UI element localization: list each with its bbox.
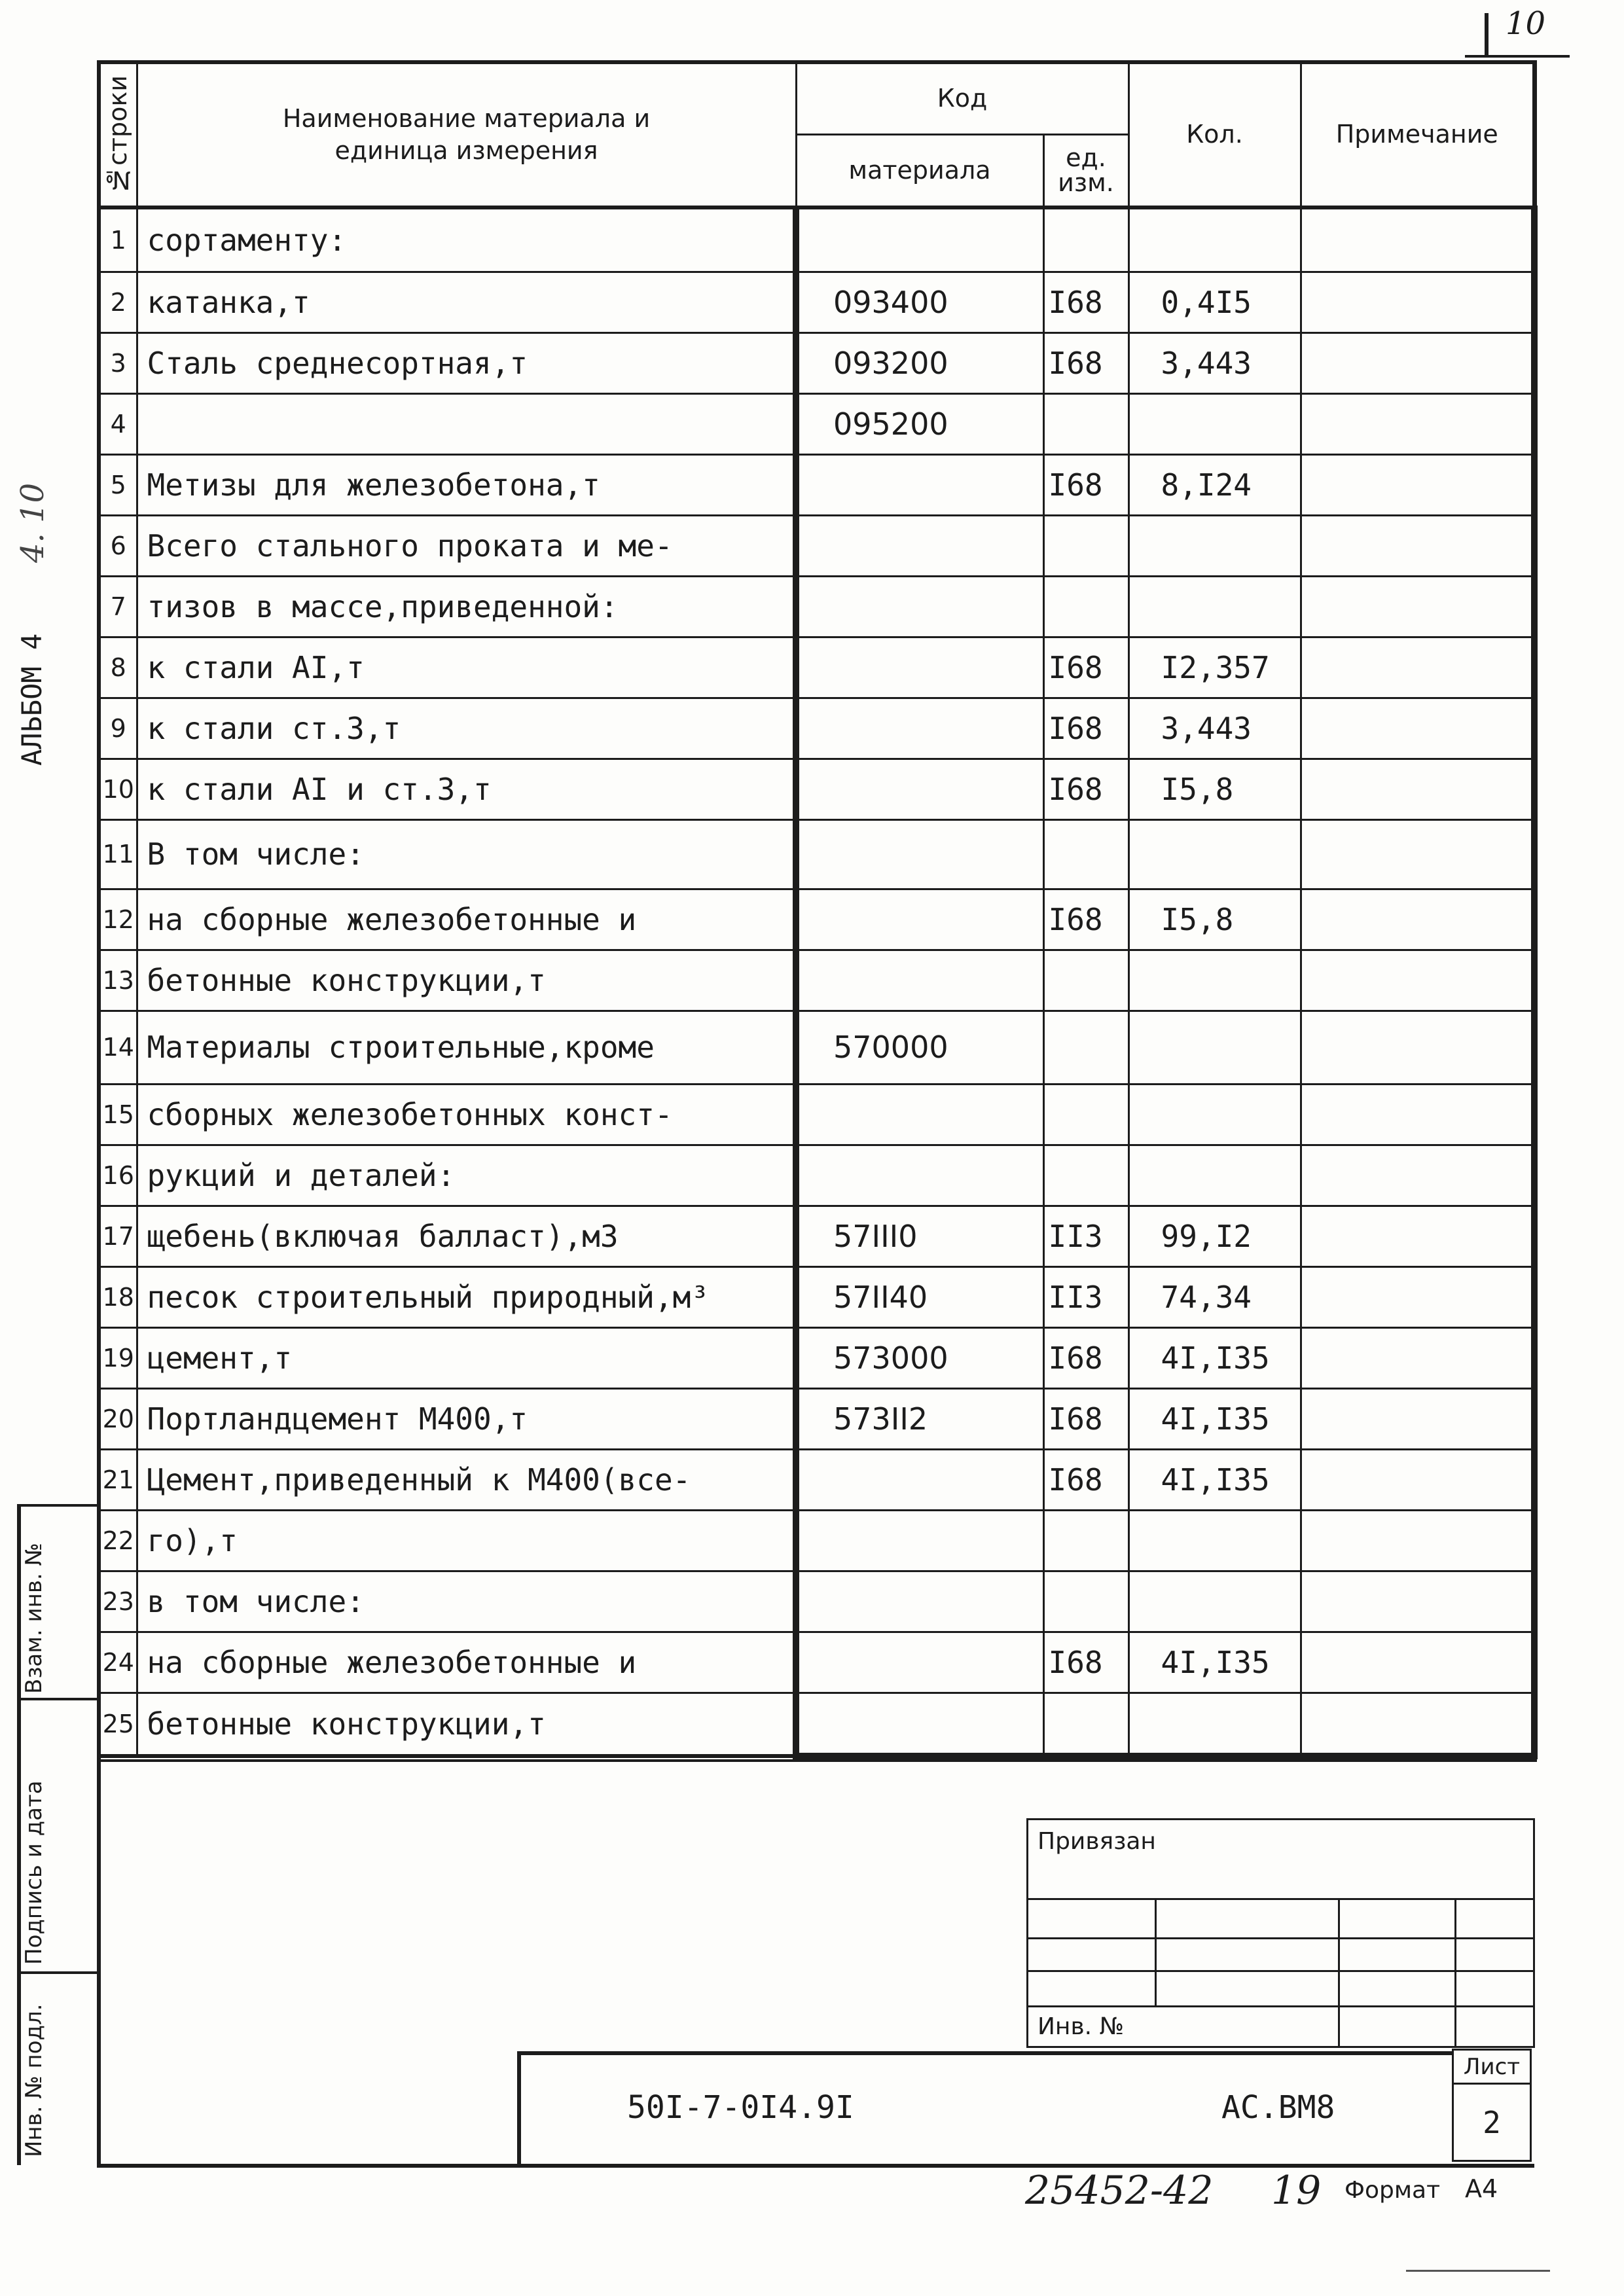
- row-number-cell: 14: [99, 1011, 137, 1084]
- note-cell: [1301, 1510, 1534, 1571]
- unit-code-cell: [1043, 393, 1128, 454]
- material-code-cell: [796, 1632, 1043, 1693]
- doc-box-left-line: [517, 2051, 521, 2165]
- material-code-cell: [796, 819, 1043, 889]
- unit-code-cell: I68: [1043, 889, 1128, 950]
- material-code-cell: [796, 950, 1043, 1011]
- note-cell: [1301, 1449, 1534, 1510]
- row-number-cell: 3: [99, 332, 137, 393]
- quantity-cell: [1128, 819, 1301, 889]
- row-number-cell: 16: [99, 1145, 137, 1206]
- material-code-cell: [796, 1693, 1043, 1756]
- note-cell: [1301, 637, 1534, 698]
- side-album-handwritten: 4. 10: [14, 482, 51, 563]
- unit-code-cell: [1043, 1084, 1128, 1145]
- material-code-cell: [796, 515, 1043, 576]
- quantity-cell: 4I,I35: [1128, 1388, 1301, 1449]
- unit-code-cell: [1043, 576, 1128, 637]
- quantity-cell: 74,34: [1128, 1266, 1301, 1327]
- material-code-cell: [796, 1510, 1043, 1571]
- note-cell: [1301, 207, 1534, 272]
- material-name-cell: бетонные конструкции,т: [137, 1693, 796, 1756]
- material-name-cell: рукций и деталей:: [137, 1145, 796, 1206]
- table-row: [99, 1327, 1534, 1388]
- quantity-cell: 3,443: [1128, 698, 1301, 759]
- unit-code-cell: II3: [1043, 1206, 1128, 1266]
- table-row: [99, 1632, 1534, 1693]
- material-code-cell: 57III0: [796, 1206, 1043, 1266]
- material-name-cell: В том числе:: [137, 819, 796, 889]
- row-number-cell: 21: [99, 1449, 137, 1510]
- note-cell: [1301, 1084, 1534, 1145]
- document-number: 50I-7-0I4.9I: [627, 2089, 854, 2126]
- material-code-cell: 57II40: [796, 1266, 1043, 1327]
- table-row: [99, 1266, 1534, 1327]
- header-material-code: материала: [796, 134, 1043, 207]
- note-cell: [1301, 1693, 1534, 1756]
- material-code-cell: [796, 637, 1043, 698]
- material-code-cell: [796, 698, 1043, 759]
- table-row: [99, 1145, 1534, 1206]
- handwritten-number: 25452-42: [1025, 2168, 1214, 2214]
- row-number-cell: 9: [99, 698, 137, 759]
- unit-code-cell: [1043, 515, 1128, 576]
- note-cell: [1301, 698, 1534, 759]
- row-number-cell: 5: [99, 454, 137, 515]
- unit-code-cell: I68: [1043, 698, 1128, 759]
- material-code-cell: 093400: [796, 272, 1043, 332]
- row-number-cell: 8: [99, 637, 137, 698]
- material-name-cell: цемент,т: [137, 1327, 796, 1388]
- unit-code-cell: II3: [1043, 1266, 1128, 1327]
- material-code-cell: [796, 1571, 1043, 1632]
- note-cell: [1301, 576, 1534, 637]
- format-value: А4: [1465, 2174, 1498, 2203]
- note-cell: [1301, 1145, 1534, 1206]
- row-number-cell: 12: [99, 889, 137, 950]
- material-name-cell: [137, 393, 796, 454]
- row-number-cell: 20: [99, 1388, 137, 1449]
- quantity-cell: [1128, 1693, 1301, 1756]
- quantity-cell: [1128, 515, 1301, 576]
- note-cell: [1301, 759, 1534, 819]
- material-name-cell: бетонные конструкции,т: [137, 950, 796, 1011]
- note-cell: [1301, 950, 1534, 1011]
- unit-code-cell: [1043, 819, 1128, 889]
- quantity-cell: 99,I2: [1128, 1206, 1301, 1266]
- material-name-cell: го),т: [137, 1510, 796, 1571]
- unit-code-cell: [1043, 1693, 1128, 1756]
- unit-code-cell: [1043, 1145, 1128, 1206]
- table-row: [99, 1011, 1534, 1084]
- material-code-cell: [796, 1145, 1043, 1206]
- material-name-cell: на сборные железобетонные и: [137, 889, 796, 950]
- unit-code-cell: I68: [1043, 1388, 1128, 1449]
- unit-code-cell: [1043, 1510, 1128, 1571]
- quantity-cell: 3,443: [1128, 332, 1301, 393]
- unit-code-cell: [1043, 1571, 1128, 1632]
- inv-label: Инв. №: [1028, 2007, 1339, 2047]
- unit-code-cell: I68: [1043, 332, 1128, 393]
- table-row: [99, 1571, 1534, 1632]
- unit-code-cell: I68: [1043, 637, 1128, 698]
- header-name: Наименование материала и единица измерения: [137, 62, 796, 207]
- quantity-cell: I2,357: [1128, 637, 1301, 698]
- material-code-cell: 095200: [796, 393, 1043, 454]
- corner-page-mark: 10: [1506, 5, 1546, 42]
- row-number-cell: 25: [99, 1693, 137, 1756]
- table-row: [99, 889, 1534, 950]
- header-quantity: Кол.: [1128, 62, 1301, 207]
- side-strip-top-line: [17, 1504, 99, 1507]
- unit-code-cell: [1043, 950, 1128, 1011]
- note-cell: [1301, 1327, 1534, 1388]
- table-row: [99, 819, 1534, 889]
- drawing-mark: АС.ВМ8: [1221, 2089, 1335, 2126]
- table-row: [99, 576, 1534, 637]
- corner-line: [1465, 55, 1570, 58]
- material-code-cell: 570000: [796, 1011, 1043, 1084]
- row-number-cell: 2: [99, 272, 137, 332]
- material-name-cell: тизов в массе,приведенной:: [137, 576, 796, 637]
- quantity-cell: I5,8: [1128, 889, 1301, 950]
- table-row: [99, 393, 1534, 454]
- material-name-cell: на сборные железобетонные и: [137, 1632, 796, 1693]
- sheet-label: Лист: [1453, 2050, 1531, 2084]
- row-number-cell: 24: [99, 1632, 137, 1693]
- footer-dash: [1406, 2270, 1550, 2272]
- note-cell: [1301, 1571, 1534, 1632]
- quantity-cell: [1128, 1145, 1301, 1206]
- row-number-cell: 10: [99, 759, 137, 819]
- unit-code-cell: I68: [1043, 1327, 1128, 1388]
- table-row: [99, 759, 1534, 819]
- corner-tick: [1485, 13, 1489, 58]
- unit-code-cell: [1043, 207, 1128, 272]
- quantity-cell: [1128, 1084, 1301, 1145]
- row-number-cell: 7: [99, 576, 137, 637]
- material-code-cell: [796, 207, 1043, 272]
- row-number-cell: 15: [99, 1084, 137, 1145]
- quantity-cell: [1128, 393, 1301, 454]
- quantity-cell: 4I,I35: [1128, 1632, 1301, 1693]
- note-cell: [1301, 454, 1534, 515]
- row-number-cell: 19: [99, 1327, 137, 1388]
- note-cell: [1301, 1266, 1534, 1327]
- unit-code-cell: I68: [1043, 1449, 1128, 1510]
- note-cell: [1301, 1206, 1534, 1266]
- quantity-cell: [1128, 576, 1301, 637]
- material-name-cell: щебень(включая балласт),м3: [137, 1206, 796, 1266]
- quantity-cell: 4I,I35: [1128, 1449, 1301, 1510]
- material-code-cell: 093200: [796, 332, 1043, 393]
- table-row: [99, 950, 1534, 1011]
- side-label-sign-date: Подпись и дата: [21, 1780, 47, 1965]
- note-cell: [1301, 393, 1534, 454]
- format-label: Формат: [1344, 2177, 1441, 2204]
- material-name-cell: Метизы для железобетона,т: [137, 454, 796, 515]
- unit-code-cell: I68: [1043, 454, 1128, 515]
- material-code-cell: 573II2: [796, 1388, 1043, 1449]
- row-number-cell: 1: [99, 207, 137, 272]
- row-number-cell: 17: [99, 1206, 137, 1266]
- side-label-inv-original: Инв. № подл.: [21, 2003, 47, 2157]
- table-row: [99, 1693, 1534, 1756]
- quantity-cell: 0,4I5: [1128, 272, 1301, 332]
- material-name-cell: в том числе:: [137, 1571, 796, 1632]
- material-name-cell: к стали ст.3,т: [137, 698, 796, 759]
- material-name-cell: сборных железобетонных конст-: [137, 1084, 796, 1145]
- row-number-cell: 13: [99, 950, 137, 1011]
- note-cell: [1301, 819, 1534, 889]
- header-unit-code: ед. изм.: [1043, 134, 1128, 207]
- table-row: [99, 515, 1534, 576]
- note-cell: [1301, 1632, 1534, 1693]
- material-name-cell: Материалы строительные,кроме: [137, 1011, 796, 1084]
- material-name-cell: к стали AI,т: [137, 637, 796, 698]
- unit-code-cell: [1043, 1011, 1128, 1084]
- quantity-cell: [1128, 950, 1301, 1011]
- table-row: [99, 698, 1534, 759]
- material-code-cell: [796, 1449, 1043, 1510]
- sheet-box: [1452, 2049, 1532, 2162]
- note-cell: [1301, 1388, 1534, 1449]
- note-cell: [1301, 889, 1534, 950]
- table-row: [99, 332, 1534, 393]
- table-row: [99, 1510, 1534, 1571]
- note-cell: [1301, 1011, 1534, 1084]
- material-code-cell: [796, 1084, 1043, 1145]
- binding-stamp: [1026, 1818, 1535, 2048]
- material-code-cell: [796, 759, 1043, 819]
- unit-code-cell: I68: [1043, 272, 1128, 332]
- quantity-cell: 8,I24: [1128, 454, 1301, 515]
- table-row: [99, 1388, 1534, 1449]
- table-row: [99, 207, 1534, 272]
- material-name-cell: сортаменту:: [137, 207, 796, 272]
- material-name-cell: песок строительный природный,м³: [137, 1266, 796, 1327]
- sheet-number: 2: [1453, 2084, 1531, 2161]
- quantity-cell: [1128, 1011, 1301, 1084]
- material-name-cell: Всего стального проката и ме-: [137, 515, 796, 576]
- material-name-cell: Сталь среднесортная,т: [137, 332, 796, 393]
- material-name-cell: Цемент,приведенный к М400(все-: [137, 1449, 796, 1510]
- row-number-cell: 11: [99, 819, 137, 889]
- header-code: Код: [796, 62, 1128, 134]
- material-code-cell: [796, 454, 1043, 515]
- doc-box-top-line: [517, 2051, 1453, 2055]
- quantity-cell: 4I,I35: [1128, 1327, 1301, 1388]
- material-name-cell: к стали AI и ст.3,т: [137, 759, 796, 819]
- table-row: [99, 272, 1534, 332]
- side-strip-divider-1: [17, 1698, 99, 1700]
- note-cell: [1301, 332, 1534, 393]
- note-cell: [1301, 272, 1534, 332]
- quantity-cell: [1128, 1510, 1301, 1571]
- material-name-cell: катанка,т: [137, 272, 796, 332]
- header-note: Примечание: [1301, 62, 1534, 207]
- row-number-cell: 4: [99, 393, 137, 454]
- quantity-cell: I5,8: [1128, 759, 1301, 819]
- table-row: [99, 1449, 1534, 1510]
- material-code-cell: [796, 889, 1043, 950]
- quantity-cell: [1128, 1571, 1301, 1632]
- material-code-cell: 573000: [796, 1327, 1043, 1388]
- table-row: [99, 637, 1534, 698]
- table-row: [99, 454, 1534, 515]
- side-strip-divider-2: [17, 1971, 99, 1974]
- unit-code-cell: I68: [1043, 1632, 1128, 1693]
- header-row-number: №строки: [99, 62, 137, 207]
- unit-code-cell: I68: [1043, 759, 1128, 819]
- material-name-cell: Портландцемент М400,т: [137, 1388, 796, 1449]
- bound-label: Привязан: [1028, 1820, 1534, 1899]
- quantity-cell: [1128, 207, 1301, 272]
- note-cell: [1301, 515, 1534, 576]
- row-number-cell: 6: [99, 515, 137, 576]
- table-row: [99, 1084, 1534, 1145]
- side-album-label: АЛЬБОМ 4: [16, 633, 48, 766]
- handwritten-page: 19: [1271, 2168, 1322, 2214]
- side-label-inv-replace: Взам. инв. №: [21, 1543, 47, 1694]
- frame-bottom-line: [97, 1759, 1537, 1762]
- material-code-cell: [796, 576, 1043, 637]
- specification-table: [97, 60, 1538, 1759]
- row-number-cell: 18: [99, 1266, 137, 1327]
- row-number-cell: 22: [99, 1510, 137, 1571]
- row-number-cell: 23: [99, 1571, 137, 1632]
- table-row: [99, 1206, 1534, 1266]
